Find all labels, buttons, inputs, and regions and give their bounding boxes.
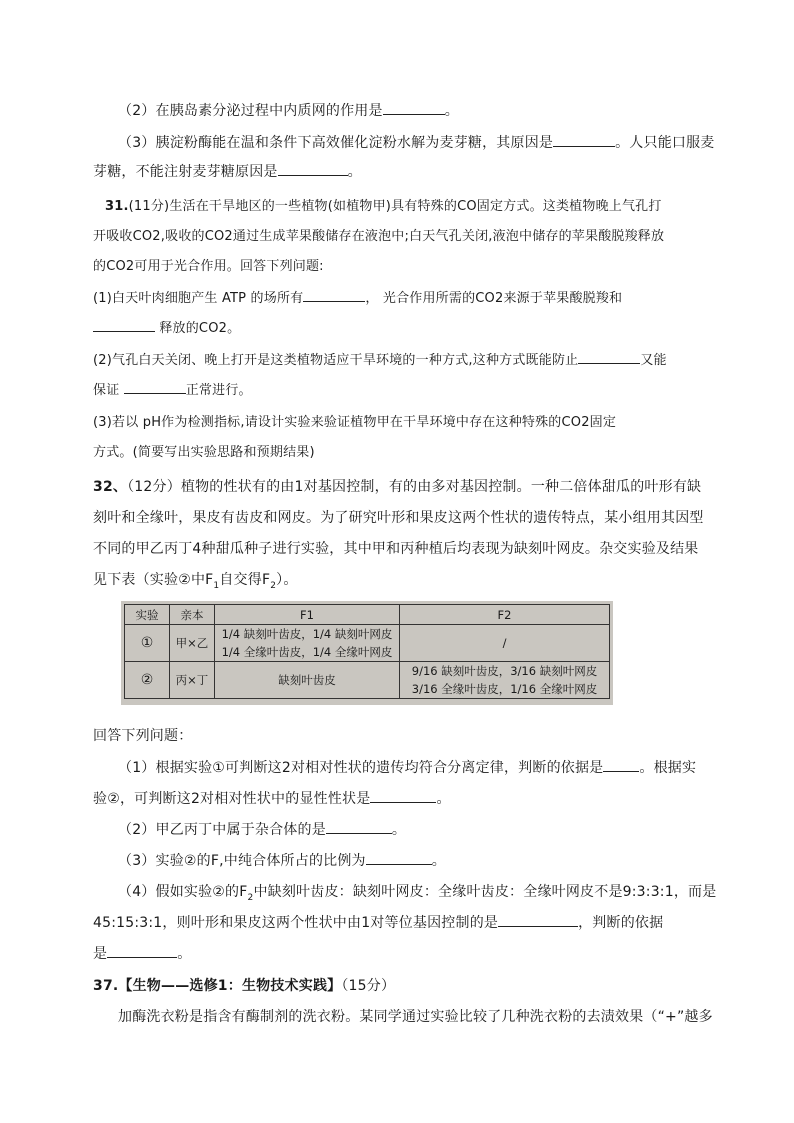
q30-part3-end2: 。 — [347, 164, 362, 180]
answer-blank[interactable] — [498, 914, 578, 927]
q30-part3-line1 — [118, 133, 730, 153]
q32-sub4-text3: 是 — [93, 946, 108, 962]
table-cell: ② — [125, 662, 170, 699]
q32-stem-line1 — [93, 477, 705, 497]
q32-sub2-text: （2）甲乙丙丁中属于杂合体的是 — [118, 822, 326, 838]
q31-sub2-text: (2)气孔白天关闭、晚上打开是这类植物适应干旱环境的一种方式,这种方式既能防止 — [93, 353, 579, 368]
q31-sub2-line1 — [93, 351, 705, 371]
answer-blank[interactable] — [366, 852, 432, 865]
answer-blank[interactable] — [578, 351, 640, 364]
q30-part3-line2 — [93, 162, 705, 182]
subscript: 2 — [247, 892, 254, 903]
subscript: 1 — [213, 580, 220, 591]
answer-blank[interactable] — [278, 163, 348, 176]
answer-blank[interactable] — [326, 821, 392, 834]
q32-sub4-text: （4）假如实验②的F — [118, 884, 248, 900]
q37-heading — [93, 976, 705, 996]
q31-sub2-line2 — [93, 381, 705, 401]
q32-sub2-end: 。 — [391, 822, 407, 838]
table-cell: 9/16 缺刻叶齿皮，3/16 缺刻叶网皮 — [400, 662, 610, 681]
q32-sub4-line3 — [93, 944, 705, 964]
table-header: F2 — [400, 605, 610, 625]
q31-stem-line1 — [93, 197, 705, 217]
q31-sub3-line1 — [93, 413, 705, 433]
table-cell: 3/16 全缘叶齿皮，1/16 全缘叶网皮 — [400, 680, 610, 699]
table-header-row — [125, 605, 610, 625]
q32-sub3-text: （3）实验②的F,中纯合体所占的比例为 — [118, 853, 366, 869]
q31-stem-text: (11分)生活在干旱地区的一些植物(如植物甲)具有特殊的CO固定方式。这类植物晚上气孔打 — [128, 199, 662, 214]
q32-stem-text: ）。 — [276, 572, 298, 588]
table-cell: 缺刻叶齿皮 — [215, 662, 400, 699]
q32-sub3-end: 。 — [431, 853, 446, 869]
q32-sub1-line1 — [118, 758, 730, 778]
table-header: 实验 — [125, 605, 170, 625]
cross-results-table — [121, 601, 613, 705]
table-row — [125, 662, 610, 681]
q30-part2 — [118, 101, 730, 121]
q32-sub1-end: 。根据实 — [639, 760, 697, 776]
table-header: F1 — [215, 605, 400, 625]
q32-sub1-line2 — [93, 789, 705, 809]
answer-blank[interactable] — [370, 790, 436, 803]
q30-part3-text: （3）胰淀粉酶能在温和条件下高效催化淀粉水解为麦芽糖，其原因是 — [118, 135, 554, 151]
table-cell: / — [400, 625, 610, 662]
q31-stem-line3 — [93, 257, 705, 277]
q31-sub3-line2 — [93, 443, 705, 463]
question-number: 37. — [93, 978, 119, 994]
q31-sub1-end: ， 光合作用所需的CO2来源于苹果酸脱羧和 — [365, 291, 623, 306]
q32-sub4-line2 — [93, 913, 705, 933]
answer-blank[interactable] — [93, 319, 155, 332]
q32-stem-line2 — [93, 508, 705, 528]
table-cell: 甲×乙 — [170, 625, 215, 662]
q32-sub4-end2: ，判断的依据 — [578, 915, 664, 931]
q31-stem-line2 — [93, 227, 705, 247]
q31-sub1-line1 — [93, 289, 705, 309]
q31-sub2-end: 又能 — [640, 353, 667, 368]
q32-sub4-end3: 。 — [177, 946, 192, 962]
q31-sub1-end2: 释放的CO2。 — [155, 321, 241, 336]
subscript: 2 — [270, 580, 277, 591]
q32-stem-text: 刻叶和全缘叶，果皮有齿皮和网皮。为了研究叶形和果皮这两个性状的遗传特点，某小组用其因型 — [93, 510, 704, 526]
table-row — [125, 625, 610, 644]
q37-score: （15分） — [341, 978, 396, 994]
q32-stem-text: （12分）植物的性状有的由1对基因控制，有的由多对基因控制。一种二倍体甜瓜的叶形有缺 — [127, 479, 702, 495]
table-cell: ① — [125, 625, 170, 662]
answer-blank[interactable] — [107, 945, 177, 958]
q32-sub4-line1 — [118, 882, 730, 908]
q32-sub4-text: 中缺刻叶齿皮：缺刻叶网皮：全缘叶齿皮：全缘叶网皮不是9:3:3:1，而是 — [253, 884, 717, 900]
table-cell: 1/4 缺刻叶齿皮，1/4 缺刻叶网皮 — [215, 625, 400, 644]
answer-blank[interactable] — [553, 134, 615, 147]
answer-blank[interactable] — [303, 289, 365, 302]
q32-sub2 — [118, 820, 730, 840]
q30-part3-end: 。人只能口服麦 — [615, 135, 715, 151]
q31-stem-text: 的CO2可用于光合作用。回答下列问题: — [93, 259, 324, 274]
q32-stem-text: 见下表（实验②中F — [93, 572, 214, 588]
data-table — [124, 604, 610, 699]
q31-stem-text: 开吸收CO2,吸收的CO2通过生成苹果酸储存在液泡中;白天气孔关闭,液泡中储存的苹果酸脱羧释放 — [93, 229, 665, 244]
table-header: 亲本 — [170, 605, 215, 625]
q32-sub3 — [118, 851, 730, 871]
q37-stem-text: 加酶洗衣粉是指含有酶制剂的洗衣粉。某同学通过实验比较了几种洗衣粉的去渍效果（“+”越多 — [118, 1009, 713, 1025]
q31-sub1-line2 — [93, 319, 705, 339]
q31-sub2-text2: 保证 — [93, 383, 124, 398]
q32-stem-line3 — [93, 539, 705, 559]
q37-title: 【生物——选修1：生物技术实践】 — [118, 978, 342, 994]
q32-stem-text: 不同的甲乙丙丁4种甜瓜种子进行实验，其中甲和丙种植后均表现为缺刻叶网皮。杂交实验及结果 — [93, 541, 699, 557]
q30-part3-text2: 芽糖，不能注射麦芽糖原因是 — [93, 164, 278, 180]
table-cell: 1/4 全缘叶齿皮，1/4 全缘叶网皮 — [215, 643, 400, 662]
table-cell: 丙×丁 — [170, 662, 215, 699]
q32-sub4-text2: 45:15:3:1，则叶形和果皮这两个性状中由1对等位基因控制的是 — [93, 915, 499, 931]
question-number: 32、 — [93, 479, 128, 495]
q32-sub1-end2: 。 — [436, 791, 451, 807]
question-number: 31. — [105, 199, 129, 214]
q31-sub2-end2: 正常进行。 — [185, 383, 252, 398]
q31-sub3-text: (3)若以 pH作为检测指标,请设计实验来验证植物甲在干旱环境中存在这种特殊的CO2固定 — [93, 415, 617, 430]
q32-sub1-text: （1）根据实验①可判断这2对相对性状的遗传均符合分离定律，判断的依据是 — [118, 760, 604, 776]
answer-blank[interactable] — [383, 102, 445, 115]
q30-part2-text: （2）在胰岛素分泌过程中内质网的作用是 — [118, 103, 383, 119]
q30-part2-end: 。 — [444, 103, 459, 119]
answer-prompt — [93, 726, 705, 746]
q31-sub3-text2: 方式。(简要写出实验思路和预期结果) — [93, 445, 315, 460]
q32-sub1-text2: 验②，可判断这2对相对性状中的显性性状是 — [93, 791, 371, 807]
q32-stem-text: 自交得F — [219, 572, 271, 588]
answer-prompt-text: 回答下列问题： — [93, 728, 193, 744]
answer-blank[interactable] — [124, 381, 186, 394]
answer-blank[interactable] — [603, 759, 639, 772]
q32-stem-line4 — [93, 570, 705, 596]
q31-sub1-text: (1)白天叶肉细胞产生 ATP 的场所有 — [93, 291, 304, 306]
q37-stem-line1 — [118, 1007, 730, 1027]
